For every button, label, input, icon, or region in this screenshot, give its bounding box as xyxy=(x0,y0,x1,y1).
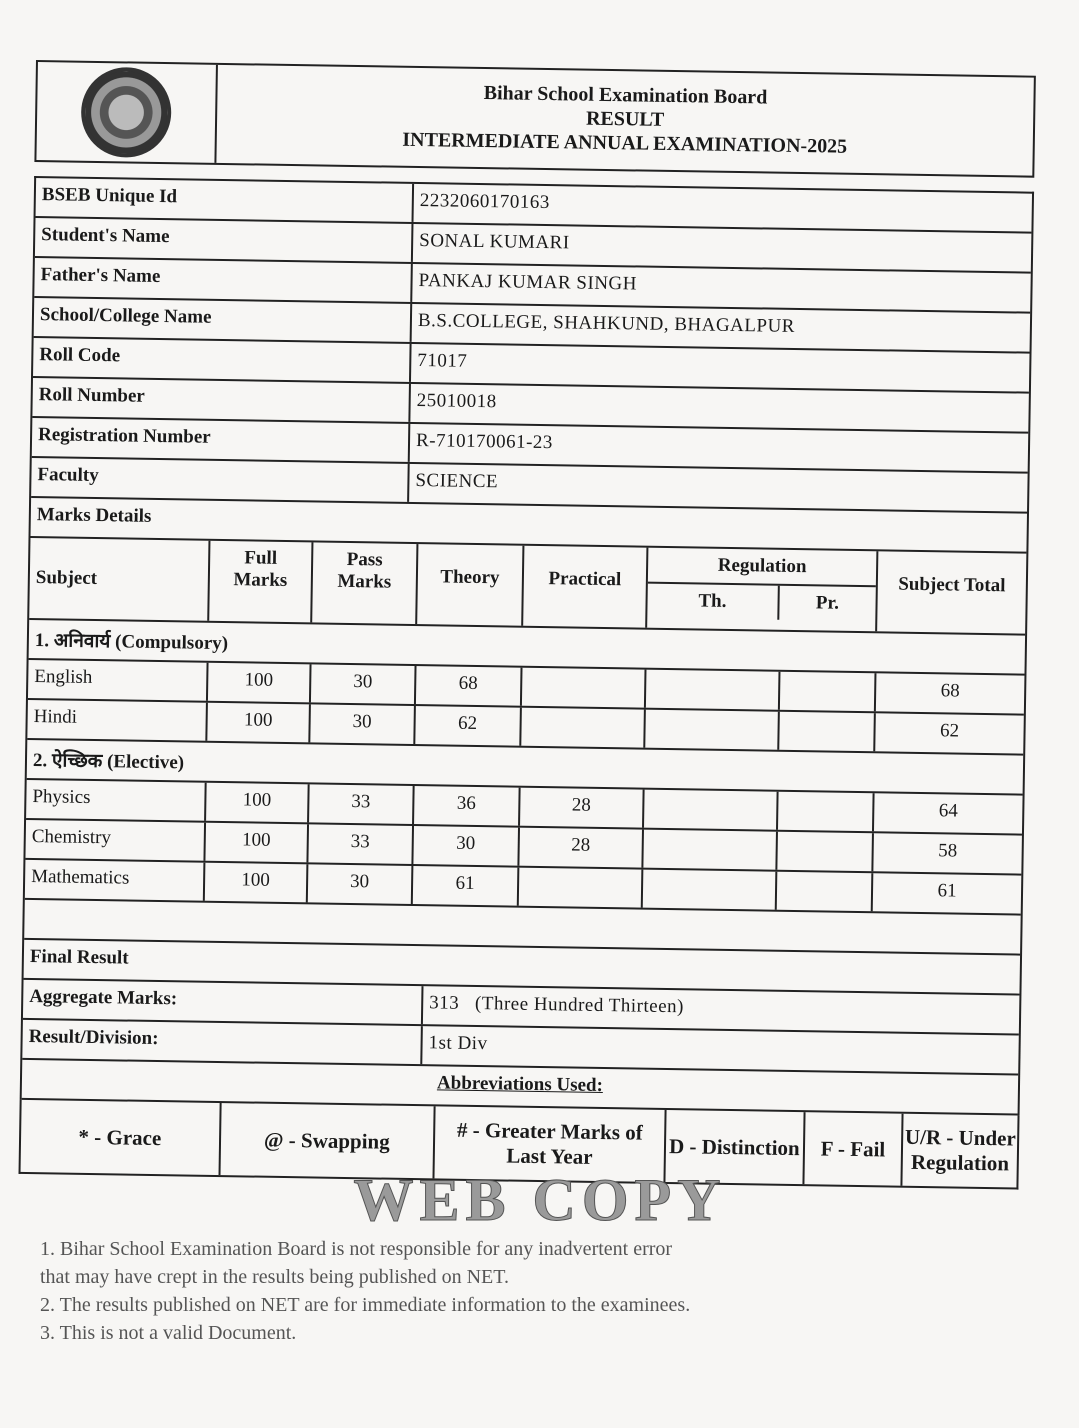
info-value: SCIENCE xyxy=(415,470,499,493)
group-title: 2. ऐच्छिक (Elective) xyxy=(32,750,185,774)
info-label: Faculty xyxy=(31,458,410,502)
info-label: Student's Name xyxy=(35,218,414,262)
abbreviation-item: U/R - Under Regulation xyxy=(904,1124,1016,1176)
col-subject-total: Subject Total xyxy=(898,573,1006,597)
disclaimer-note: 2. The results published on NET are for immediate information to the examinees. xyxy=(40,1294,691,1316)
info-label: Roll Code xyxy=(33,338,412,382)
subject-total: 64 xyxy=(938,800,958,822)
theory-marks: 62 xyxy=(415,706,522,746)
pass-marks: 30 xyxy=(308,864,414,904)
board-seal-logo xyxy=(36,62,218,163)
info-label: School/College Name xyxy=(34,298,413,342)
pass-marks: 30 xyxy=(311,664,417,704)
subject: Physics xyxy=(26,780,207,821)
subject-total: 68 xyxy=(940,680,960,702)
subject-total: 62 xyxy=(939,720,960,742)
col-full: Full Marks xyxy=(209,541,313,623)
marks-details-label: Marks Details xyxy=(36,504,152,527)
pass-marks: 30 xyxy=(310,704,416,744)
info-label: BSEB Unique Id xyxy=(36,178,415,222)
pass-marks: 33 xyxy=(309,784,415,824)
theory-marks: 30 xyxy=(413,826,520,866)
theory-marks: 61 xyxy=(413,866,520,906)
pass-marks: 33 xyxy=(308,824,414,864)
info-label: Registration Number xyxy=(32,418,411,462)
result-document xyxy=(19,60,1036,1190)
theory-marks: 36 xyxy=(414,786,521,826)
web-copy-watermark: WEB COPY xyxy=(353,1167,727,1233)
full-marks: 100 xyxy=(205,823,309,863)
abbreviations-title: Abbreviations Used: xyxy=(436,1072,604,1097)
header xyxy=(34,60,1035,178)
col-th: Th. xyxy=(647,584,779,620)
seal-icon xyxy=(80,67,171,158)
full-marks: 100 xyxy=(207,703,311,743)
abbreviation-item: F - Fail xyxy=(804,1112,904,1186)
division-value: 1st Div xyxy=(428,1032,488,1055)
aggregate-words: (Three Hundred Thirteen) xyxy=(474,993,685,1018)
info-value: R-710170061-23 xyxy=(415,430,554,454)
aggregate-marks: 313 xyxy=(429,992,460,1014)
info-label: Father's Name xyxy=(34,258,413,302)
watermark-area xyxy=(40,1165,1040,1347)
practical-marks xyxy=(519,868,644,908)
info-value: B.S.COLLEGE, SHAHKUND, BHAGALPUR xyxy=(417,310,796,337)
abbreviation-item: D - Distinction xyxy=(666,1110,805,1184)
division-label: Result/Division: xyxy=(22,1020,423,1064)
info-value: SONAL KUMARI xyxy=(419,230,570,254)
practical-marks xyxy=(521,708,646,748)
exam-title: INTERMEDIATE ANNUAL EXAMINATION-2025 xyxy=(402,128,848,158)
practical-marks: 28 xyxy=(520,788,645,828)
aggregate-label: Aggregate Marks: xyxy=(23,980,424,1024)
info-value: 71017 xyxy=(417,350,468,372)
result-table xyxy=(20,176,1034,1116)
abbreviation-item: * - Grace xyxy=(21,1100,222,1175)
subject: Hindi xyxy=(27,700,208,741)
abbreviation-item: # - Greater Marks of Last Year xyxy=(434,1106,666,1182)
subject: Mathematics xyxy=(25,860,206,901)
practical-marks xyxy=(522,668,647,708)
col-pass: Pass Marks xyxy=(312,542,418,624)
subject-total: 61 xyxy=(937,880,957,902)
final-result-label: Final Result xyxy=(29,946,129,969)
col-regulation: Regulation xyxy=(648,548,877,588)
board-name: Bihar School Examination Board xyxy=(483,82,768,109)
col-practical: Practical xyxy=(523,546,648,628)
result-title: RESULT xyxy=(585,107,665,131)
col-theory: Theory xyxy=(417,544,524,626)
subject-total: 58 xyxy=(938,840,958,862)
abbreviation-item: @ - Swapping xyxy=(220,1103,436,1178)
col-pr: Pr. xyxy=(815,592,840,614)
subject: English xyxy=(28,660,209,701)
info-label: Roll Number xyxy=(32,378,411,422)
disclaimer-note: 1. Bihar School Examination Board is not responsible for any inadvertent error xyxy=(40,1238,673,1260)
subject: Chemistry xyxy=(25,820,206,861)
full-marks: 100 xyxy=(206,783,310,823)
disclaimer-note: that may have crept in the results being published on NET. xyxy=(40,1266,509,1288)
group-title: 1. अनिवार्य (Compulsory) xyxy=(34,630,229,655)
col-subject: Subject xyxy=(29,538,210,621)
full-marks: 100 xyxy=(208,663,312,703)
practical-marks: 28 xyxy=(519,828,644,868)
info-value: PANKAJ KUMAR SINGH xyxy=(418,270,638,295)
info-value: 2232060170163 xyxy=(419,190,550,214)
theory-marks: 68 xyxy=(416,666,523,706)
full-marks: 100 xyxy=(205,863,309,903)
info-value: 25010018 xyxy=(416,390,497,413)
disclaimer-note: 3. This is not a valid Document. xyxy=(40,1322,297,1344)
